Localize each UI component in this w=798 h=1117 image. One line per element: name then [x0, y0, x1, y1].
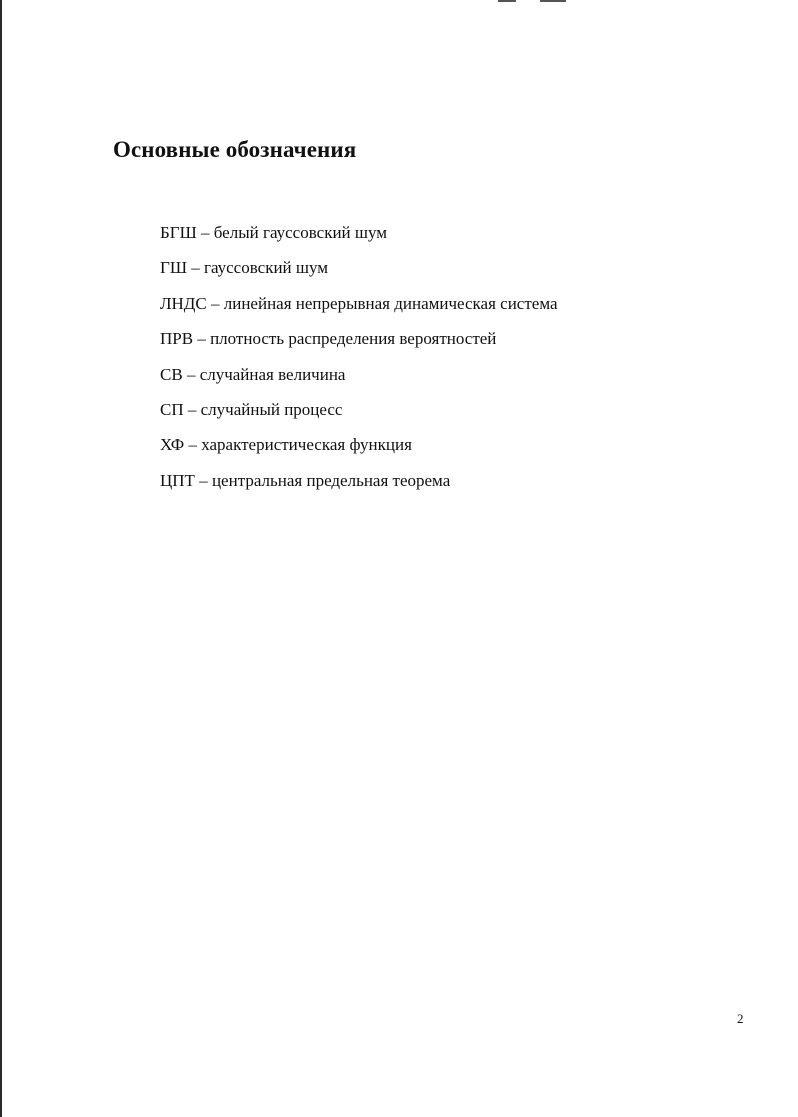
abbreviation-list	[160, 222, 558, 505]
abbreviation-separator: –	[182, 364, 200, 384]
abbreviation-separator: –	[206, 293, 224, 313]
abbreviation-item	[160, 364, 558, 399]
page-title: Основные обозначения	[113, 137, 357, 162]
abbreviation-definition: характеристическая функция	[201, 435, 412, 455]
abbreviation-item	[160, 222, 558, 257]
abbreviation-separator: –	[196, 223, 214, 242]
abbreviation-item	[160, 293, 558, 328]
abbreviation-definition: линейная непрерывная динамическая система	[223, 293, 558, 313]
abbreviation-separator: –	[194, 470, 212, 490]
abbreviation-term: СВ	[160, 364, 183, 384]
abbreviation-separator: –	[183, 399, 201, 419]
abbreviation-term: ПРВ	[160, 329, 194, 349]
abbreviation-term: ЛНДС	[160, 293, 207, 313]
abbreviation-item	[160, 470, 558, 505]
abbreviation-definition: случайная величина	[199, 364, 346, 384]
abbreviation-term: СП	[160, 399, 184, 419]
abbreviation-definition: гауссовский шум	[203, 258, 329, 278]
abbreviation-separator: –	[184, 435, 202, 455]
abbreviation-item	[160, 257, 558, 292]
scan-mark-artifact	[498, 0, 516, 2]
abbreviation-term: ХФ	[160, 435, 185, 455]
abbreviation-definition: плотность распределения вероятностей	[210, 329, 497, 349]
abbreviation-item	[160, 399, 558, 434]
page-number: 2	[737, 1011, 744, 1026]
abbreviation-term: ЦПТ	[160, 470, 195, 490]
abbreviation-definition: случайный процесс	[200, 399, 343, 419]
abbreviation-definition: центральная предельная теорема	[211, 470, 451, 490]
scan-edge-artifact	[0, 0, 2, 1117]
abbreviation-term: ГШ	[160, 258, 187, 278]
abbreviation-definition: белый гауссовский шум	[213, 223, 388, 242]
abbreviation-separator: –	[186, 258, 204, 278]
abbreviation-separator: –	[193, 329, 211, 349]
scan-mark-artifact	[540, 0, 566, 2]
abbreviation-term: БГШ	[160, 223, 197, 242]
abbreviation-item	[160, 328, 558, 363]
abbreviation-item	[160, 434, 558, 469]
